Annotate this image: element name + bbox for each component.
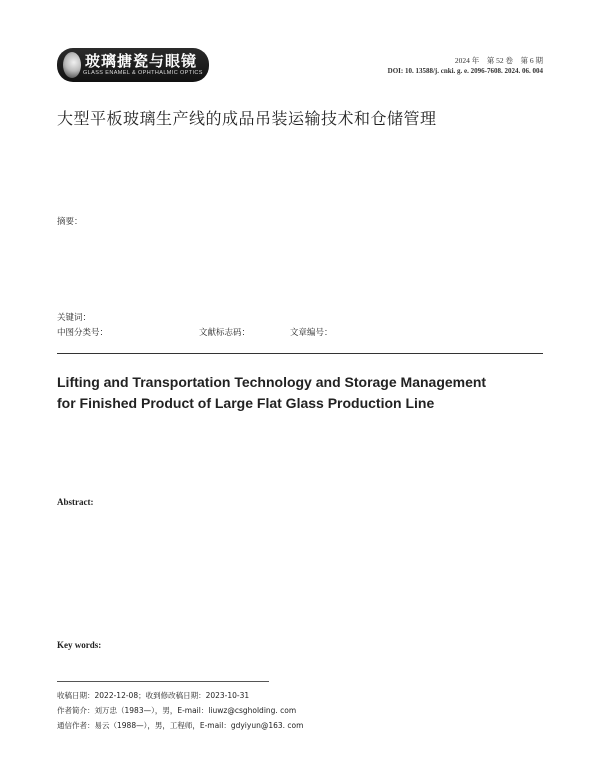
article-title-en-line1: Lifting and Transportation Technology and Storage Management — [57, 374, 487, 390]
keywords-label-zh: 关键词： — [57, 313, 92, 323]
logo-english-name: GLASS ENAMEL & OPHTHALMIC OPTICS — [83, 70, 203, 76]
footnote-corresponding: 通信作者：易云（1988—），男，工程师，E-mail：gdyiyun@163. com — [57, 721, 304, 730]
logo-lens-icon — [63, 52, 81, 78]
document-code-label: 文献标志码： — [199, 328, 251, 338]
doi: DOI: 10. 13588/j. cnki. g. e. 2096-7608. 2024. 06. 004 — [387, 67, 543, 75]
footnote-author: 作者简介：刘万忠（1983—），男，E-mail：liuwz@csgholding. com — [57, 706, 297, 715]
abstract-label-en: Abstract: — [57, 497, 94, 507]
article-id-label: 文章编号： — [290, 328, 333, 338]
abstract-label-zh: 摘要： — [57, 217, 83, 227]
footnote-received: 收稿日期：2022-12-08；收到修改稿日期：2023-10-31 — [57, 691, 250, 700]
section-divider — [57, 353, 543, 354]
article-title-en — [57, 372, 486, 414]
clc-label: 中图分类号： — [57, 328, 109, 338]
article-title-en-line2: for Finished Product of Large Flat Glass Production Line — [57, 395, 435, 411]
logo-chinese-name: 玻璃搪瓷与眼镜 — [85, 52, 198, 70]
journal-logo — [57, 48, 209, 82]
issue-info: 2024 年 第 52 卷 第 6 期 — [454, 56, 543, 65]
footnote-divider — [57, 681, 269, 682]
article-title-zh: 大型平板玻璃生产线的成品吊装运输技术和仓储管理 — [57, 109, 437, 128]
keywords-label-en: Key words: — [57, 640, 102, 650]
